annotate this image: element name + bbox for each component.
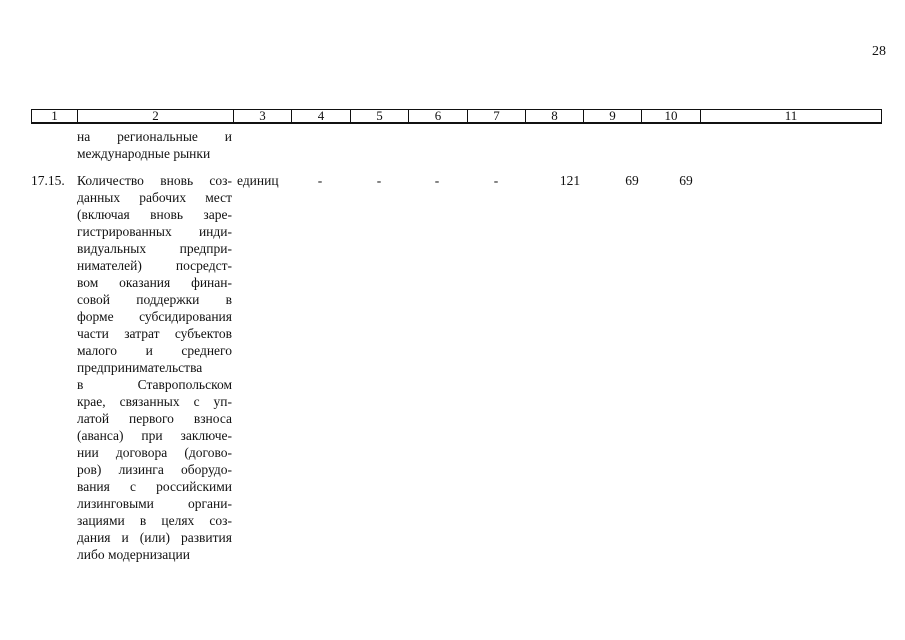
row-unit: единиц [237, 173, 279, 188]
value-col-6: - [434, 173, 440, 188]
header-col-5: 5 [350, 110, 408, 122]
row-number: 17.15. [31, 173, 65, 188]
description-line: лизинговыми органи- [77, 496, 232, 511]
header-col-3: 3 [233, 110, 291, 122]
value-col-9: 69 [625, 173, 639, 188]
description-line: (аванса) при заключе- [77, 428, 232, 443]
description-line: латой первого взноса [77, 411, 232, 426]
description-line: либо модернизации [77, 547, 190, 562]
header-col-10: 10 [641, 110, 700, 122]
description-line: дания и (или) развития [77, 530, 232, 545]
continuation-text [77, 128, 232, 162]
description-line: предпринимательства [77, 360, 203, 375]
description-line: крае, связанных с уп- [77, 394, 232, 409]
description-line: форме субсидирования [77, 309, 232, 324]
header-col-4: 4 [291, 110, 350, 122]
value-col-10: 69 [679, 173, 693, 188]
continuation-line: международные рынки [77, 146, 211, 161]
header-col-9: 9 [583, 110, 641, 122]
header-col-2: 2 [77, 110, 233, 122]
description-line: вом оказания финан- [77, 275, 232, 290]
header-col-11: 11 [700, 110, 881, 122]
header-col-6: 6 [408, 110, 467, 122]
value-col-5: - [376, 173, 382, 188]
header-col-7: 7 [467, 110, 525, 122]
value-col-4: - [317, 173, 323, 188]
description-line: (включая вновь заре- [77, 207, 232, 222]
description-line: вания с российскими [77, 479, 232, 494]
description-line: зациями в целях соз- [77, 513, 232, 528]
description-line: гистрированных инди- [77, 224, 232, 239]
header-col-8: 8 [525, 110, 583, 122]
description-line: ров) лизинга оборудо- [77, 462, 232, 477]
description-line: Количество вновь соз- [77, 173, 232, 188]
description-line: данных рабочих мест [77, 190, 232, 205]
value-col-7: - [493, 173, 499, 188]
continuation-line: на региональные и [77, 129, 232, 144]
page-number: 28 [872, 44, 886, 59]
description-line: нимателей) посредст- [77, 258, 232, 273]
row-description [77, 172, 232, 563]
description-line: части затрат субъектов [77, 326, 232, 341]
description-line: нии договора (догово- [77, 445, 232, 460]
description-line: совой поддержки в [77, 292, 232, 307]
description-line: малого и среднего [77, 343, 232, 358]
value-col-8: 121 [559, 173, 581, 188]
description-line: в Ставропольском [77, 377, 232, 392]
description-line: видуальных предпри- [77, 241, 232, 256]
header-col-1: 1 [51, 108, 58, 123]
table-header-row [31, 109, 882, 124]
